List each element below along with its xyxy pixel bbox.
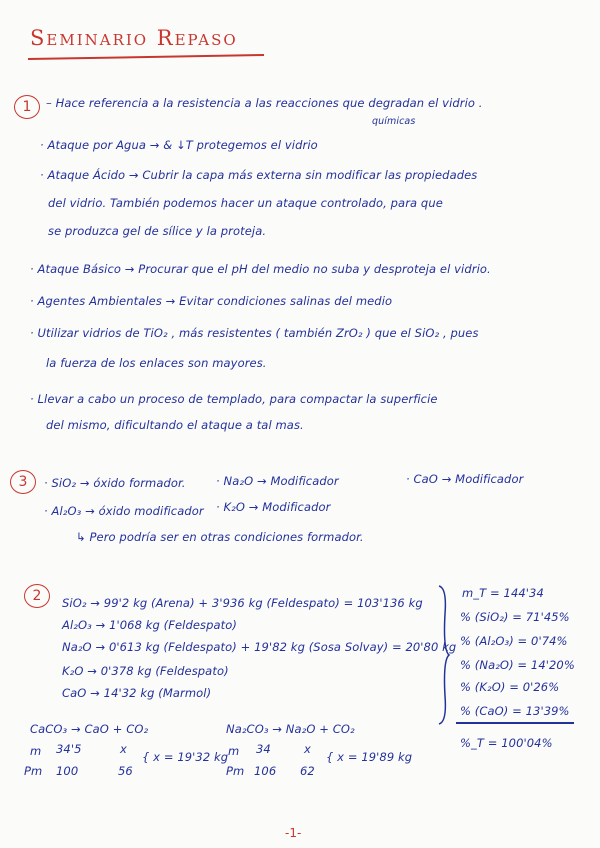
s1-intro-note: químicas (372, 116, 416, 127)
s2-row-cao: CaO → 14'32 kg (Marmol) (62, 686, 212, 700)
s2-total-mass: m_T = 144'34 (462, 586, 544, 600)
s1-intro: – Hace referencia a la resistencia a las reacciones que degradan el vidrio . (46, 96, 483, 110)
eq2-result: { x = 19'89 kg (326, 750, 413, 764)
title-underline (28, 54, 264, 60)
eq2-m-x: x (304, 742, 311, 756)
s1-tempering-1: · Llevar a cabo un proceso de templado, para compactar la superficie (30, 392, 438, 406)
right-brace (437, 584, 451, 726)
section-1-number: 1 (14, 95, 40, 119)
eq2-pm-label: Pm (226, 764, 245, 778)
eq2-pm-x: 62 (300, 764, 315, 778)
s1-tempering-2: del mismo, dificultando el ataque a tal mas. (46, 418, 304, 432)
s2-pct-cao: % (CaO) = 13'39% (460, 704, 570, 718)
s2-row-na2o: Na₂O → 0'613 kg (Feldespato) + 19'82 kg (Sosa Solvay) = 20'80 kg (62, 640, 457, 654)
total-underline (456, 722, 574, 724)
s3-sio2: · SiO₂ → óxido formador. (44, 476, 186, 490)
s1-acid-attack-2: del vidrio. También podemos hacer un ataque controlado, para que (48, 196, 443, 210)
s1-tio2-1: · Utilizar vidrios de TiO₂ , más resistentes ( también ZrO₂ ) que el SiO₂ , pues (30, 326, 479, 340)
eq1-pm-x: 56 (118, 764, 133, 778)
eq1-reaction: CaCO₃ → CaO + CO₂ (30, 722, 149, 736)
s1-acid-attack-3: se produzca gel de sílice y la proteja. (48, 224, 267, 238)
s3-note: ↳ Pero podría ser en otras condiciones formador. (76, 530, 364, 544)
s2-pct-na2o: % (Na₂O) = 14'20% (460, 658, 575, 672)
s3-cao: · CaO → Modificador (406, 472, 524, 486)
eq2-reaction: Na₂CO₃ → Na₂O + CO₂ (226, 722, 355, 736)
eq2-m-label: m (228, 744, 240, 758)
s2-pct-sio2: % (SiO₂) = 71'45% (460, 610, 570, 624)
eq1-m-value: 34'5 (56, 742, 82, 756)
s1-tio2-2: la fuerza de los enlaces son mayores. (46, 356, 267, 370)
eq1-result: { x = 19'32 kg (142, 750, 229, 764)
s2-pct-al2o3: % (Al₂O₃) = 0'74% (460, 634, 568, 648)
eq1-pm-value: 100 (56, 764, 79, 778)
s3-k2o: · K₂O → Modificador (216, 500, 331, 514)
eq1-pm-label: Pm (24, 764, 43, 778)
s1-env-agents: · Agentes Ambientales → Evitar condiciones salinas del medio (30, 294, 393, 308)
s3-na2o: · Na₂O → Modificador (216, 474, 339, 488)
s2-pct-k2o: % (K₂O) = 0'26% (460, 680, 560, 694)
s1-water-attack: · Ataque por Agua → & ↓T protegemos el vidrio (40, 138, 318, 152)
s1-acid-attack-1: · Ataque Ácido → Cubrir la capa más externa sin modificar las propiedades (40, 168, 478, 182)
s2-total-pct: %_T = 100'04% (460, 736, 553, 750)
s2-row-sio2: SiO₂ → 99'2 kg (Arena) + 3'936 kg (Feldespato) = 103'136 kg (62, 596, 423, 610)
page-title: Seminario Repaso (30, 26, 238, 50)
s1-basic-attack: · Ataque Básico → Procurar que el pH del medio no suba y desproteja el vidrio. (30, 262, 491, 276)
eq1-m-x: x (120, 742, 127, 756)
eq1-m-label: m (30, 744, 42, 758)
s3-al2o3: · Al₂O₃ → óxido modificador (44, 504, 204, 518)
section-3-number: 3 (10, 470, 36, 494)
eq2-m-value: 34 (256, 742, 271, 756)
s2-row-al2o3: Al₂O₃ → 1'068 kg (Feldespato) (62, 618, 237, 632)
s2-row-k2o: K₂O → 0'378 kg (Feldespato) (62, 664, 229, 678)
eq2-pm-value: 106 (254, 764, 277, 778)
section-2-number: 2 (24, 584, 50, 608)
page-number: -1- (285, 826, 302, 840)
